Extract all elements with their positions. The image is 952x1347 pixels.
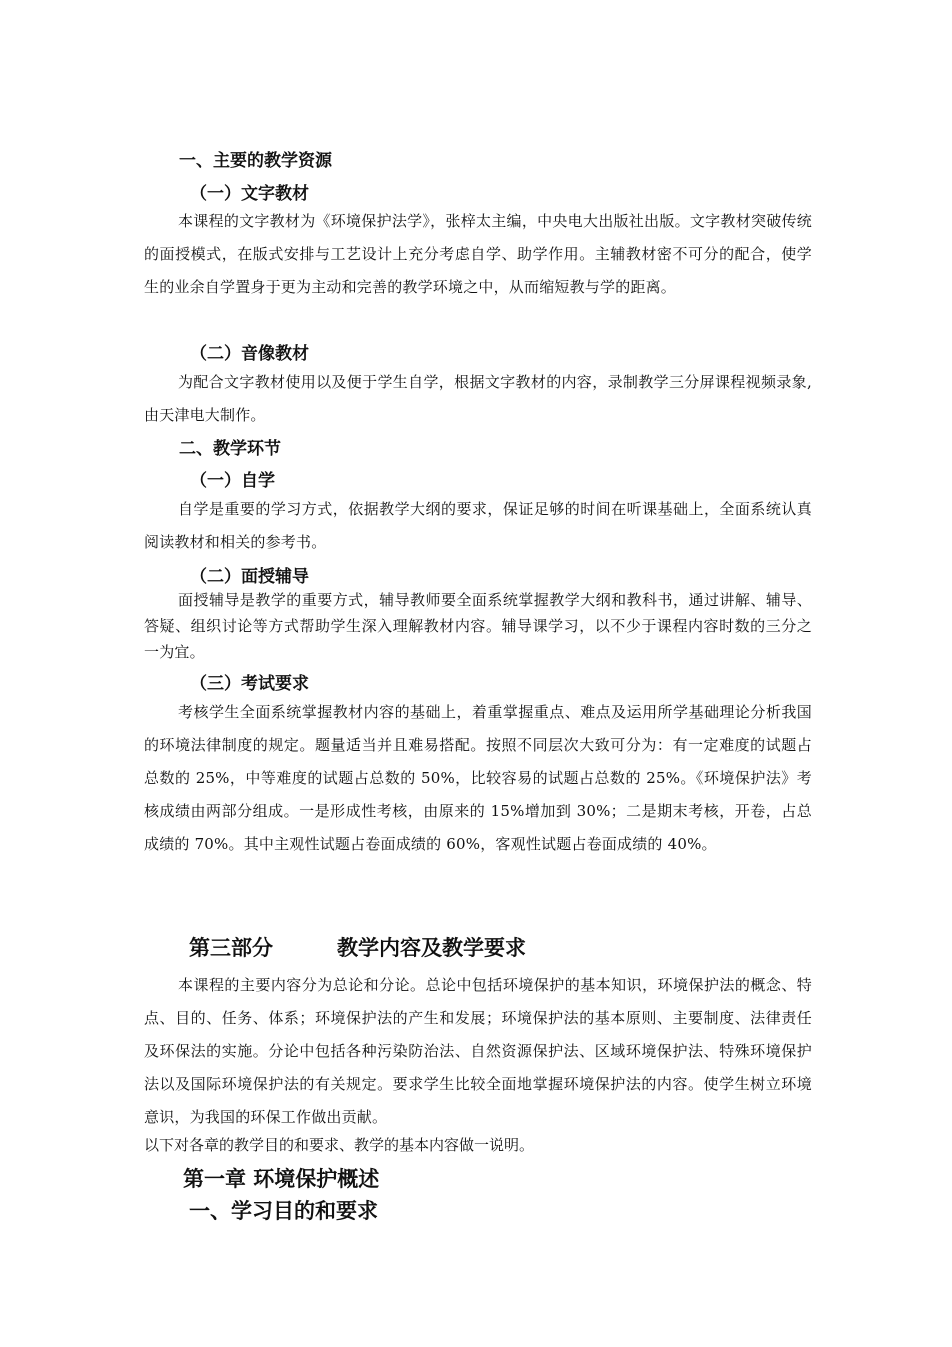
chapter-one-subheading: 一、学习目的和要求 xyxy=(189,1199,378,1223)
paragraph-av-materials: 为配合文字教材使用以及便于学生自学，根据文字教材的内容，录制教学三分屏课程视频录象,由天津电大制作。 xyxy=(144,373,812,424)
part-title: 教学内容及教学要求 xyxy=(337,936,526,960)
subsection-heading-self-study: （一）自学 xyxy=(190,471,275,491)
paragraph-exam-requirements: 考核学生全面系统掌握教材内容的基础上，着重掌握重点、难点及运用所学基础理论分析我国的环境法律制度的规定。题量适当并且难易搭配。按照不同层次大致可分为：有一定难度的试题占总数的 25%，中等难度的试题占总数的 50%，比较容易的试题占总数的 25%。《环境保护法》考核成绩由两部分组成。一是形成性考核，由原来的 15%增加到 30%；二是期末考核，开卷，占总成绩的 70%。其中主观性试题占卷面成绩的 60%，客观性试题占卷面成绩的 40%。 xyxy=(144,703,812,853)
paragraph-self-study: 自学是重要的学习方式，依据教学大纲的要求，保证足够的时间在听课基础上，全面系统认真阅读教材和相关的参考书。 xyxy=(144,500,812,551)
paragraph-tutoring: 面授辅导是教学的重要方式，辅导教师要全面系统掌握教学大纲和教科书，通过讲解、辅导、答疑、组织讨论等方式帮助学生深入理解教材内容。辅导课学习，以不少于课程内容时数的三分之一为宜。 xyxy=(144,591,812,661)
subsection-heading-text-materials: （一）文字教材 xyxy=(190,184,309,204)
paragraph-chapter-note: 以下对各章的教学目的和要求、教学的基本内容做一说明。 xyxy=(144,1136,535,1154)
paragraph-text-materials: 本课程的文字教材为《环境保护法学》，张梓太主编，中央电大出版社出版。文字教材突破传统的面授模式，在版式安排与工艺设计上充分考虑自学、助学作用。主辅教材密不可分的配合，使学生的业余自学置身于更为主动和完善的教学环境之中，从而缩短教与学的距离。 xyxy=(144,212,812,296)
subsection-heading-tutoring: （二）面授辅导 xyxy=(190,567,309,587)
part-number: 第三部分 xyxy=(189,936,273,960)
section-heading-teaching-stages: 二、教学环节 xyxy=(179,439,281,459)
subsection-heading-exam-requirements: （三）考试要求 xyxy=(190,674,309,694)
subsection-heading-av-materials: （二）音像教材 xyxy=(190,344,309,364)
chapter-one-title: 第一章 环境保护概述 xyxy=(183,1167,380,1191)
paragraph-part-three-intro: 本课程的主要内容分为总论和分论。总论中包括环境保护的基本知识，环境保护法的概念、特点、目的、任务、体系；环境保护法的产生和发展；环境保护法的基本原则、主要制度、法律责任及环保法的实施。分论中包括各种污染防治法、自然资源保护法、区域环境保护法、特殊环境保护法以及国际环境保护法的有关规定。要求学生比较全面地掌握环境保护法的内容。使学生树立环境意识，为我国的环保工作做出贡献。 xyxy=(144,976,812,1126)
section-heading-teaching-resources: 一、主要的教学资源 xyxy=(179,151,332,171)
part-three-heading xyxy=(189,932,526,962)
